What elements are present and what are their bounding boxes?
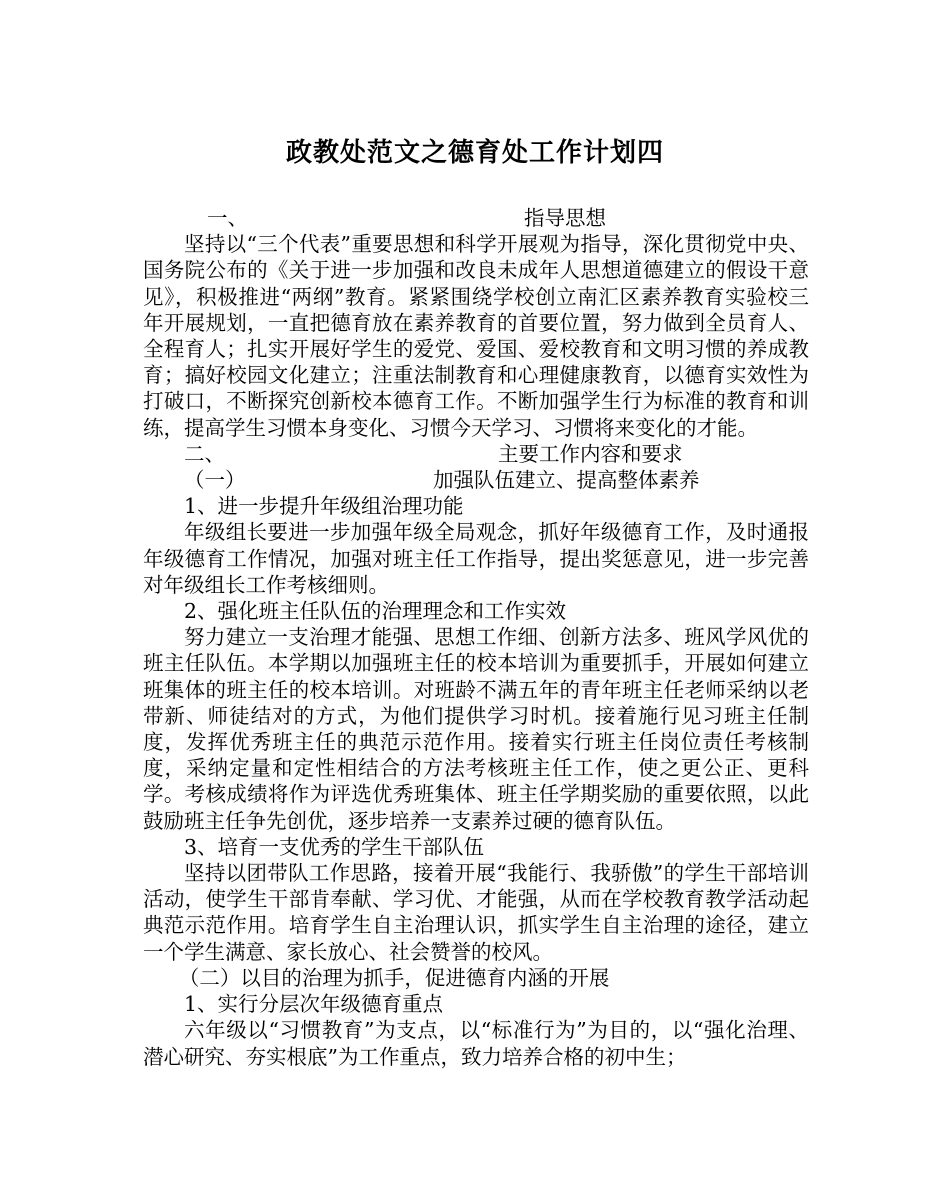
section-number: 一、 [207, 206, 248, 230]
item-heading: 3、培育一支优秀的学生干部队伍 [184, 834, 485, 859]
document-title: 政教处范文之德育处工作计划四 [285, 138, 664, 168]
subsection-title: 加强队伍建立、提高整体素养 [433, 468, 700, 493]
subsection-number: （一） [184, 468, 246, 493]
section-heading-1 [143, 205, 809, 231]
subsection-heading-2: （二）以目的治理为抓手，促进德育内涵的开展 [178, 965, 610, 990]
paragraph: 年级组长要进一步加强年级全局观念，抓好年级德育工作，及时通报年级德育工作情况，加强对班主任工作指导，提出奖惩意见，进一步完善对年级组长工作考核细则。 [143, 520, 809, 597]
section-title: 指导思想 [524, 206, 606, 230]
item-heading: 2、强化班主任队伍的治理理念和工作实效 [184, 599, 567, 624]
section-number: 二、 [184, 441, 225, 466]
paragraph: 努力建立一支治理才能强、思想工作细、创新方法多、班风学风优的班主任队伍。本学期以加强班主任的校本培训为重要抓手，开展如何建立班集体的班主任的校本培训。对班龄不满五年的青年班主任老师采纳以老带新、师徒结对的方式，为他们提供学习时机。接着施行见习班主任制度，发挥优秀班主任的典范示范作用。接着实行班主任岗位责任考核制度，采纳定量和定性相结合的方法考核班主任工作，使之更公正、更科学。考核成绩将作为评选优秀班集体、班主任学期奖励的重要依照，以此鼓励班主任争先创优，逐步培养一支素养过硬的德育队伍。 [143, 625, 809, 833]
document-body [143, 205, 809, 1070]
section-heading-2 [143, 441, 809, 467]
item-heading: 1、实行分层次年级德育重点 [184, 992, 444, 1017]
subsection-heading-1 [143, 467, 809, 493]
paragraph: 坚持以团带队工作思路，接着开展“我能行、我骄傲”的学生干部培训活动，使学生干部肯奉献、学习优、才能强，从而在学校教育教学活动起典范示范作用。培育学生自主治理认识，抓实学生自主治理的途径，建立一个学生满意、家长放心、社会赞誉的校风。 [143, 861, 809, 964]
paragraph: 坚持以“三个代表”重要思想和科学开展观为指导，深化贯彻党中央、国务院公布的《关于进一步加强和改良未成年人思想道德建立的假设干意见》，积极推进“两纲”教育。紧紧围绕学校创立南汇区素养教育实验校三年开展规划，一直把德育放在素养教育的首要位置，努力做到全员育人、全程育人；扎实开展好学生的爱党、爱国、爱校教育和文明习惯的养成教育；搞好校园文化建立；注重法制教育和心理健康教育，以德育实效性为打破口，不断探究创新校本德育工作。不断加强学生行为标准的教育和训练，提高学生习惯本身变化、习惯今天学习、习惯将来变化的才能。 [143, 232, 809, 440]
paragraph: 六年级以“习惯教育”为支点，以“标准行为”为目的，以“强化治理、潜心研究、夯实根底”为工作重点，致力培养合格的初中生； [143, 1018, 809, 1069]
section-title: 主要工作内容和要求 [498, 441, 683, 466]
item-heading: 1、进一步提升年级组治理功能 [184, 494, 464, 519]
